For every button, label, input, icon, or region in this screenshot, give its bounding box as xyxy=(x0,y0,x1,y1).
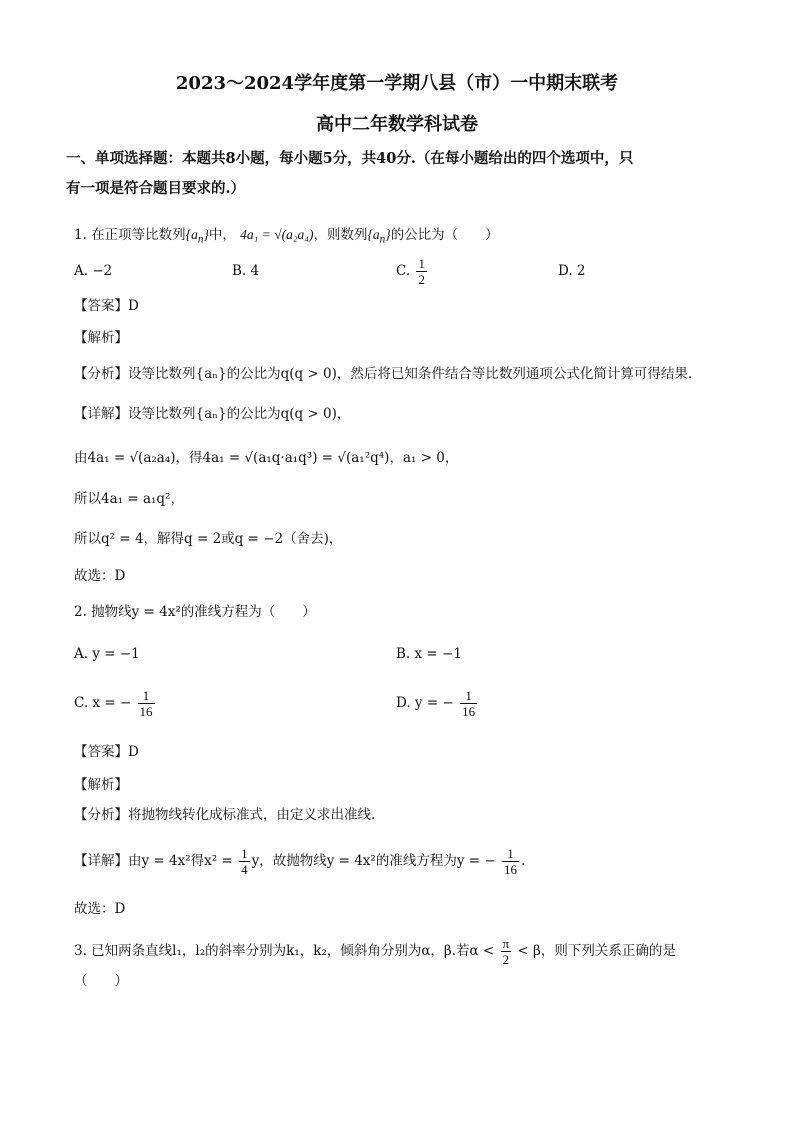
q1-stem-c: ，则数列 xyxy=(313,227,368,243)
q2-xiangjie-sixteenth-den: 16 xyxy=(503,862,517,877)
section-heading-line1: 一、单项选择题：本题共8小题，每小题5分，共40分.（在每小题给出的四个选项中，只 xyxy=(66,150,634,167)
q2-option-b: B. x = −1 xyxy=(396,646,462,662)
q1-option-c-fraction xyxy=(416,256,427,287)
q1-stem-a: 1. 在正项等比数列 xyxy=(74,227,186,243)
q1-option-d: D. 2 xyxy=(558,263,586,279)
q2-conclusion: 故选：D xyxy=(74,901,126,917)
q2-option-d-label: D. y = − xyxy=(396,695,454,711)
q2-xiangjie: 【详解】由y = 4x²得x² = $\frac{1}{4}$ y，故抛物线y = 4x²的准线方程为y = − $\frac{1}{16}$ . xyxy=(74,846,526,877)
q2-option-a: A. y = −1 xyxy=(74,646,140,662)
q3-pi-over-2-fraction xyxy=(501,936,512,967)
q3-stem-bracket: （ ） xyxy=(74,973,128,989)
q1-conclusion: 故选：D xyxy=(74,568,126,584)
q1-stem xyxy=(74,226,499,249)
q2-option-c-den: 16 xyxy=(139,704,153,719)
q2-xiangjie-part-a: 【详解】由y = 4x²得x² = xyxy=(74,853,233,869)
q2-xiangjie-quarter-den: 4 xyxy=(241,862,248,877)
q2-option-c-num: 1 xyxy=(138,688,155,704)
q2-xiangjie-fraction-quarter xyxy=(239,846,250,877)
q1-answer: 【答案】D xyxy=(74,298,139,314)
q1-stem-d: 的公比为（ ） xyxy=(390,227,499,243)
q1-option-c-num: 1 xyxy=(418,256,425,271)
q2-option-d-num: 1 xyxy=(460,688,477,704)
q1-option-c-label: C. xyxy=(396,263,411,279)
q1-option-a: A. −2 xyxy=(74,263,113,279)
q1-xiangjie-2: 由4a₁ = √(a₂a₄)，得4a₁ = √(a₁q·a₁q³) = √(a₁²q⁴)，a₁ > 0， xyxy=(74,450,459,466)
exam-subtitle: 高中二年数学科试卷 xyxy=(316,114,478,135)
q2-option-c xyxy=(74,688,157,719)
q2-option-d-fraction xyxy=(460,688,477,719)
q1-option-c-den: 2 xyxy=(418,272,425,287)
q1-xiangjie-3: 所以4a₁ = a₁q²， xyxy=(74,491,184,507)
q2-option-c-label: C. x = − xyxy=(74,695,132,711)
q1-seq-1: $\{a_n\}$ xyxy=(185,227,209,246)
q1-fenxi: 【分析】设等比数列{aₙ}的公比为q(q > 0)，然后将已知条件结合等比数列通项公式化简计算可得结果. xyxy=(74,366,693,382)
q1-seq-1-text: {a xyxy=(185,227,198,242)
q2-xiangjie-part-b: y，故抛物线y = 4x²的准线方程为y = − xyxy=(251,853,496,869)
q2-answer: 【答案】D xyxy=(74,744,139,760)
q2-xiangjie-fraction-sixteenth xyxy=(502,846,519,877)
q3-stem-part-b: < β，则下列关系正确的是 xyxy=(517,943,676,959)
q1-xiangjie-4: 所以q² = 4，解得q = 2或q = −2（舍去)， xyxy=(74,531,343,547)
q2-option-c-fraction xyxy=(138,688,155,719)
q1-equation: 4a₁ = √(a₂a₄) xyxy=(240,227,314,242)
q1-xiangjie-1: 【详解】设等比数列{aₙ}的公比为q(q > 0)， xyxy=(74,406,351,422)
q2-xiangjie-sixteenth-num: 1 xyxy=(502,846,519,862)
q2-analysis-label: 【解析】 xyxy=(74,777,128,793)
q2-option-d xyxy=(396,688,479,719)
q3-stem-part-a: 3. 已知两条直线l₁，l₂的斜率分别为k₁，k₂，倾斜角分别为α，β.若α < xyxy=(74,943,495,959)
q1-option-b: B. 4 xyxy=(232,263,260,279)
q3-stem xyxy=(74,936,676,967)
q1-seq-2: $\{a_n\}$ xyxy=(367,227,391,246)
exam-title: 2023～2024学年度第一学期八县（市）一中期末联考 xyxy=(175,73,619,94)
q3-pi-den: 2 xyxy=(502,952,510,967)
section-heading-line2: 有一项是符合题目要求的.） xyxy=(66,180,246,197)
q1-stem-b: 中， xyxy=(208,227,236,243)
q2-option-d-den: 16 xyxy=(462,704,476,719)
q2-xiangjie-quarter-num: 1 xyxy=(241,846,248,861)
q2-stem: 2. 抛物线y = 4x²的准线方程为（ ） xyxy=(74,604,316,620)
q1-option-c xyxy=(396,256,429,287)
q2-fenxi: 【分析】将抛物线转化成标准式，由定义求出准线. xyxy=(74,807,376,823)
q1-analysis-label: 【解析】 xyxy=(74,330,128,346)
q3-pi-num: π xyxy=(502,936,510,951)
